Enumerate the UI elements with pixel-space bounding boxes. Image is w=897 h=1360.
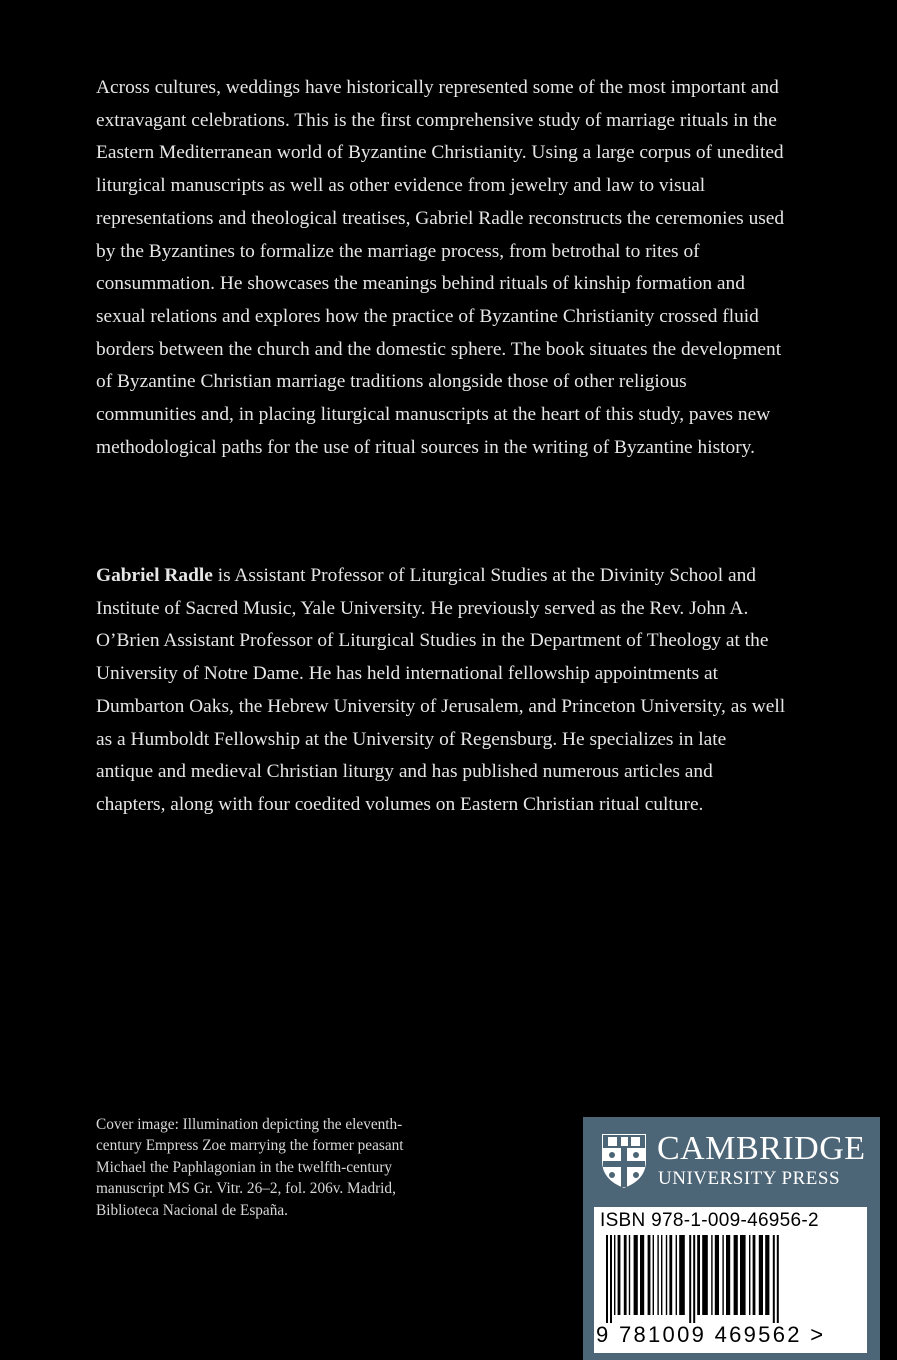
book-description: Across cultures, weddings have historically represented some of the most important and extravagant celebrations. This is the first comprehensive study of marriage rituals in the Eastern Mediterranean world of Byzantine Christianity. Using a large corpus of unedited liturgical manuscripts as well as other evidence from jewelry and law to visual representations and theological treatises, Gabriel Radle reconstructs the ceremonies used by the Byzantines to formalize the marriage process, from betrothal to rites of consummation. He showcases the meanings behind rituals of kinship formation and sexual relations and explores how the practice of Byzantine Christianity crossed fluid borders between the church and the domestic sphere. The book situates the development of Byzantine Christian marriage traditions alongside those of other religious communities and, in placing liturgical manuscripts at the heart of this study, paves new methodological paths for the use of ritual sources in the writing of Byzantine history. [96, 77, 785, 458]
barcode-bars [602, 1235, 860, 1323]
publisher-name: CAMBRIDGE [657, 1130, 866, 1167]
publisher-logo [599, 1130, 869, 1196]
author-name: Gabriel Radle [96, 565, 213, 586]
isbn-barcode [594, 1207, 867, 1353]
isbn-label: ISBN 978-1-009-46956-2 [600, 1210, 819, 1231]
author-bio [96, 560, 786, 822]
cambridge-shield-icon [599, 1131, 649, 1191]
author-bio-text: is Assistant Professor of Liturgical Studies at the Divinity School and Institute of Sacred Music, Yale University. He previously served as the Rev. John A. O’Brien Assistant Professor of Liturgical Studies in the Department of Theology at the University of Notre Dame. He has held international fellowship appointments at Dumbarton Oaks, the Hebrew University of Jerusalem, and Princeton University, as well as a Humboldt Fellowship at the University of Regensburg. He specializes in late antique and medieval Christian liturgy and has published numerous articles and chapters, along with four coedited volumes on Eastern Christian ritual culture. [96, 565, 786, 815]
publisher-panel [583, 1117, 880, 1360]
barcode-digits: 9 781009 469562 > [596, 1322, 826, 1347]
publisher-subtitle: UNIVERSITY PRESS [658, 1168, 841, 1189]
cover-image-credit: Cover image: Illumination depicting the eleventh-century Empress Zoe marrying the former peasant Michael the Paphlagonian in the twelfth-century manuscript MS Gr. Vitr. 26–2, fol. 206v. Madrid, Biblioteca Nacional de España. [96, 1116, 404, 1219]
